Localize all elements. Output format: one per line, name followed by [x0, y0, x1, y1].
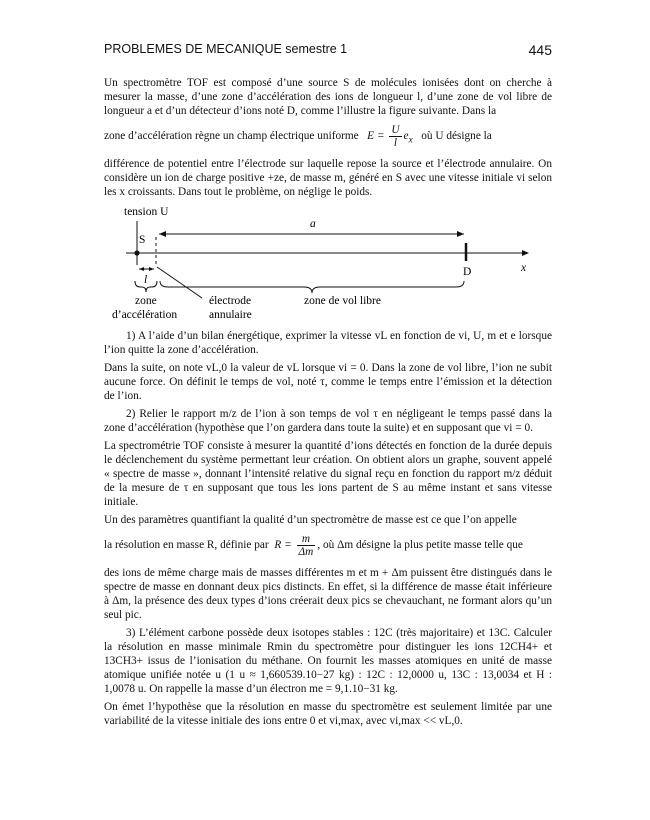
- dimension-l-arrow-right: [149, 267, 154, 271]
- brace-free-flight: [160, 281, 464, 293]
- field-fraction-num: U: [391, 124, 400, 136]
- question-1: 1) A l’aide d’un bilan énergétique, exprimer la vitesse vL en fonction de vi, U, m et e lorsque l’ion quitte la zone d’accélération.: [104, 330, 552, 356]
- page-number: 445: [528, 42, 552, 58]
- resolution-equation-line: [104, 533, 552, 558]
- field-fraction: [389, 124, 401, 149]
- paragraph-resolution-intro: Un des paramètres quantifiant la qualité d’un spectromètre de masse est ce que l’on appelle: [104, 514, 517, 526]
- question-2: 2) Relier le rapport m/z de l’ion à son temps de vol τ en négligeant le temps passé dans la zone d’accélération (hypothèse que l’on gardera dans toute la suite) et en supposant que vi = 0.: [104, 408, 552, 434]
- paragraph-tof-spectrometry: La spectrométrie TOF consiste à mesurer la quantité d’ions détectés en fonction de la durée depuis le déclenchement du système permettant leur création. On obtient alors un graphe, souvent appelé « spectre de masse », donnant l’intensité relative du signal reçu en fonction du rapport m/z déduit de la mesure de τ en supposant que tous les ions partent de S au même instant et sans vitesse initiale.: [104, 440, 552, 508]
- dimension-a-arrow-right: [457, 231, 464, 237]
- label-electrode-annulaire: annulaire: [209, 309, 252, 321]
- label-zone: zone: [135, 295, 157, 307]
- label-x: x: [521, 262, 527, 274]
- paragraph-flight-time: Dans la suite, on note vL,0 la valeur de vL lorsque vi = 0. Dans la zone de vol libre, l’ion ne subit aucune force. On définit le temps de vol, noté τ, comme le temps entre l’émission et la détection de l’ion.: [104, 362, 552, 402]
- intro-paragraph: Un spectromètre TOF est composé d’une source S de molécules ionisées dont on cherche à mesurer la masse, d’une zone d’accélération des ions de longueur l, d’une zone de vol libre de longueur a et d’un détecteur d’ions noté D, comme l’illustre la figure suivante. Dans la: [104, 77, 552, 117]
- electrode-pointer: [157, 267, 202, 298]
- paragraph-hypothesis: On émet l’hypothèse que la résolution en masse du spectromètre est seulement limitée par une variabilité de la vitesse initiale des ions entre 0 et vi,max, avec vi,max << vL,0.: [104, 701, 552, 727]
- page-header: [104, 42, 552, 62]
- resolution-fraction-den: Δm: [298, 546, 314, 558]
- field-equation-tail: où U désigne la: [421, 130, 492, 143]
- label-tension: tension U: [124, 206, 169, 218]
- label-electrode: électrode: [209, 295, 252, 307]
- resolution-fraction-num: m: [297, 533, 316, 546]
- source-point: [134, 250, 139, 255]
- page-body: [104, 76, 552, 732]
- axis-x-arrow: [522, 250, 529, 256]
- resolution-fraction: [297, 533, 316, 558]
- intro-paragraph-2: différence de potentiel entre l’électrode sur laquelle repose la source et l’électrode annulaire. On considère un ion de charge positive +ze, de masse m, généré en S avec une vitesse initiale vi selon les x croissants. Dans tout le problème, on néglige le poids.: [104, 158, 552, 198]
- field-fraction-den: l: [393, 137, 398, 149]
- dimension-l-arrow-left: [139, 267, 144, 271]
- label-a: a: [310, 218, 316, 230]
- field-equation-lead: zone d’accélération règne un champ électrique uniforme: [104, 130, 359, 143]
- label-vol-libre: zone de vol libre: [304, 295, 381, 307]
- field-vector-e: e: [403, 130, 409, 143]
- field-equation-line: [104, 124, 552, 149]
- tof-diagram: [104, 203, 552, 321]
- label-D: D: [463, 266, 472, 278]
- field-vector-sub: x: [408, 135, 413, 146]
- header-title: PROBLEMES DE MECANIQUE semestre 1: [104, 42, 348, 56]
- dimension-a-arrow-left: [159, 231, 166, 237]
- label-zone-acceleration: d’accélération: [112, 309, 178, 321]
- paragraph-resolution-detail: des ions de même charge mais de masses différentes m et m + Δm puissent être distingués dans le spectre de masse en donnant deux pics distincts. En effet, si la différence de masse était inférieure à Δm, la présence des deux types d’ions créerait deux pics se chevauchant, ne formant alors qu’un seul pic.: [104, 567, 552, 621]
- label-l: l: [144, 274, 148, 286]
- field-eq-lhs: E =: [367, 130, 385, 143]
- resolution-eq-lhs: R =: [274, 539, 292, 552]
- resolution-lead: la résolution en masse R, définie par: [104, 539, 269, 552]
- question-3: 3) L’élément carbone possède deux isotopes stables : 12C (très majoritaire) et 13C. Calculer la résolution en masse minimale Rmin du spectromètre pour distinguer les ions 12CH4+ et 13CH3+ issus de l’ionisation du méthane. On fournit les masses atomiques en unité de masse atomique unifiée notée u (1 u ≈ 1,660539.10−27 kg) : 12C : 12,0000 u, 13C : 13,0034 et H : 1,0078 u. On rappelle la masse d’un électron me = 9,1.10−31 kg.: [104, 627, 552, 695]
- label-S: S: [139, 234, 146, 246]
- resolution-tail: , où Δm désigne la plus petite masse telle que: [317, 539, 523, 552]
